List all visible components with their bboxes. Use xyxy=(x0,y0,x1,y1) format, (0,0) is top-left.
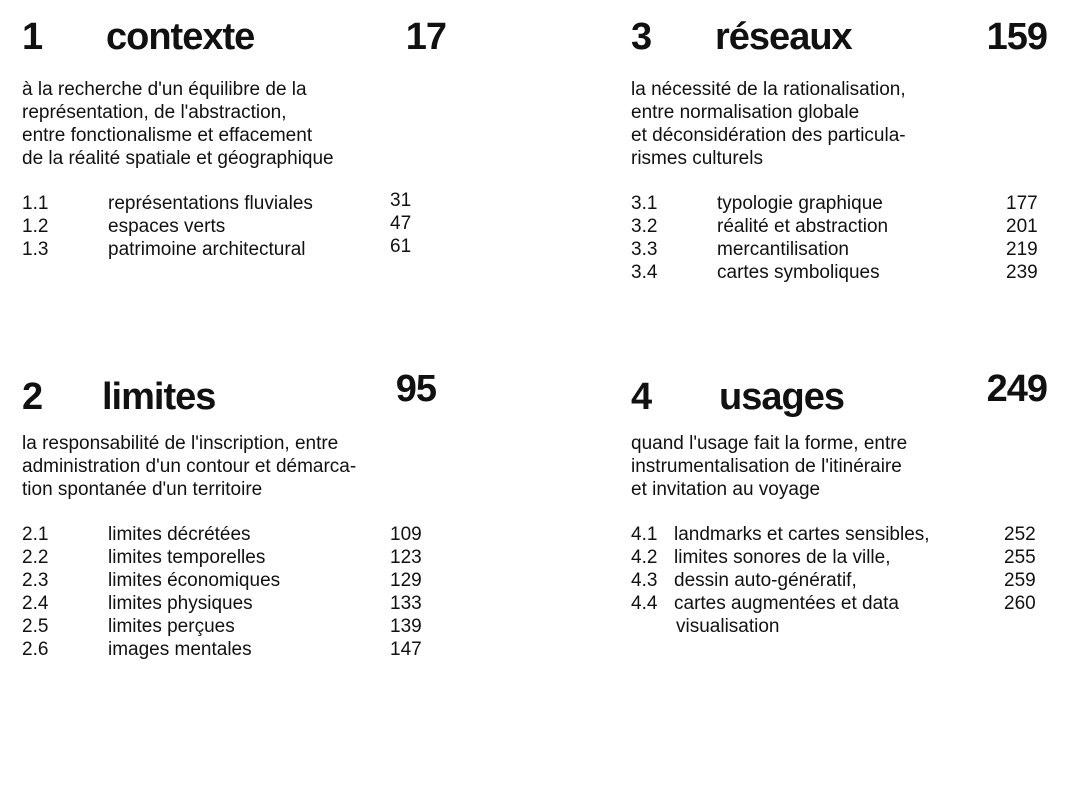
section-page-number: 260 xyxy=(1004,593,1036,614)
chapter-title[interactable]: contexte xyxy=(106,16,255,58)
section-label: limites temporelles xyxy=(108,547,266,568)
section-number: 2.5 xyxy=(22,616,49,637)
section-label: représentations fluviales xyxy=(108,193,313,214)
section-row[interactable] xyxy=(631,592,1047,615)
section-list xyxy=(631,523,1047,638)
chapter-heading xyxy=(22,368,440,418)
section-row[interactable] xyxy=(22,569,440,592)
section-number: 2.1 xyxy=(22,524,49,545)
section-page-number: 47 xyxy=(390,213,412,234)
section-page-number: 239 xyxy=(1006,262,1038,283)
chapter-intro: quand l'usage fait la forme, entre instrumentalisation de l'itinéraire et invitation au voyage xyxy=(631,433,908,500)
section-label: cartes symboliques xyxy=(717,262,880,283)
section-number: 4.3 xyxy=(631,570,658,591)
chapter-page-number: 159 xyxy=(986,16,1047,58)
section-row[interactable] xyxy=(22,192,452,215)
section-row[interactable] xyxy=(631,238,1047,261)
section-number: 4.2 xyxy=(631,547,658,568)
section-row[interactable] xyxy=(22,523,440,546)
section-page-number: 139 xyxy=(390,616,422,637)
section-row[interactable] xyxy=(22,638,440,661)
section-label: limites économiques xyxy=(108,570,281,591)
section-number: 2.2 xyxy=(22,547,49,568)
section-label: réalité et abstraction xyxy=(717,216,889,237)
section-label: typologie graphique xyxy=(717,193,883,214)
section-number: 1.1 xyxy=(22,193,49,214)
section-page-number: 129 xyxy=(390,570,422,591)
section-label: visualisation xyxy=(676,616,780,637)
section-row[interactable] xyxy=(631,261,1047,284)
section-page-number: 177 xyxy=(1006,193,1038,214)
chapter-number: 2 xyxy=(22,376,43,418)
section-row[interactable] xyxy=(631,192,1047,215)
section-label: dessin auto-génératif, xyxy=(674,570,857,591)
section-page-number: 61 xyxy=(390,236,412,257)
section-label: limites physiques xyxy=(108,593,253,614)
section-label: cartes augmentées et data xyxy=(674,593,899,614)
chapter-number: 4 xyxy=(631,376,652,418)
section-number: 1.2 xyxy=(22,216,49,237)
section-number: 2.4 xyxy=(22,593,49,614)
chapter-2 xyxy=(22,368,440,661)
section-page-number: 219 xyxy=(1006,239,1038,260)
section-label: patrimoine architectural xyxy=(108,239,306,260)
section-number: 3.3 xyxy=(631,239,658,260)
section-row[interactable] xyxy=(631,523,1047,546)
section-number: 1.3 xyxy=(22,239,49,260)
chapter-4 xyxy=(631,368,1047,638)
section-number: 4.1 xyxy=(631,524,658,545)
section-row[interactable] xyxy=(22,215,452,238)
section-page-number: 109 xyxy=(390,524,422,545)
section-number: 4.4 xyxy=(631,593,658,614)
section-page-number: 201 xyxy=(1006,216,1038,237)
section-label: limites décrétées xyxy=(108,524,251,545)
chapter-number: 1 xyxy=(22,16,43,58)
section-page-number: 123 xyxy=(390,547,422,568)
section-label: landmarks et cartes sensibles, xyxy=(674,524,930,545)
section-label: espaces verts xyxy=(108,216,226,237)
section-number: 3.4 xyxy=(631,262,658,283)
chapter-title[interactable]: limites xyxy=(102,376,216,418)
chapter-page-number: 17 xyxy=(405,16,446,58)
section-row[interactable] xyxy=(22,238,452,261)
section-row[interactable] xyxy=(631,569,1047,592)
section-row[interactable] xyxy=(22,546,440,569)
chapter-heading xyxy=(631,14,1047,64)
section-number: 3.2 xyxy=(631,216,658,237)
chapter-heading xyxy=(631,368,1047,418)
section-page-number: 31 xyxy=(390,190,412,211)
section-list xyxy=(22,523,440,661)
section-row[interactable] xyxy=(22,615,440,638)
section-label: limites perçues xyxy=(108,616,235,637)
section-label: mercantilisation xyxy=(717,239,849,260)
section-row[interactable] xyxy=(22,592,440,615)
section-list xyxy=(22,192,452,261)
section-number: 2.6 xyxy=(22,639,49,660)
section-number: 3.1 xyxy=(631,193,658,214)
section-label: limites sonores de la ville, xyxy=(674,547,891,568)
chapter-1 xyxy=(22,14,452,261)
chapter-title[interactable]: réseaux xyxy=(715,16,852,58)
chapter-3 xyxy=(631,14,1047,284)
chapter-page-number: 95 xyxy=(395,368,436,410)
chapter-title[interactable]: usages xyxy=(719,376,844,418)
chapter-heading xyxy=(22,14,452,64)
section-label: images mentales xyxy=(108,639,252,660)
chapter-intro: à la recherche d'un équilibre de la représentation, de l'abstraction, entre fonctionalisme et effacement de la réalité spatiale et géographique xyxy=(22,79,334,169)
section-list xyxy=(631,192,1047,284)
section-page-number: 147 xyxy=(390,639,422,660)
chapter-intro: la responsabilité de l'inscription, entre administration d'un contour et démarca- tion spontanée d'un territoire xyxy=(22,433,357,500)
section-page-number: 255 xyxy=(1004,547,1036,568)
section-number: 2.3 xyxy=(22,570,49,591)
chapter-number: 3 xyxy=(631,16,652,58)
section-row[interactable] xyxy=(631,215,1047,238)
section-row-continuation xyxy=(631,615,1047,638)
chapter-page-number: 249 xyxy=(986,368,1047,410)
section-page-number: 133 xyxy=(390,593,422,614)
section-row[interactable] xyxy=(631,546,1047,569)
chapter-intro: la nécessité de la rationalisation, entre normalisation globale et déconsidération des particula- rismes culturels xyxy=(631,79,906,169)
section-page-number: 259 xyxy=(1004,570,1036,591)
section-page-number: 252 xyxy=(1004,524,1036,545)
